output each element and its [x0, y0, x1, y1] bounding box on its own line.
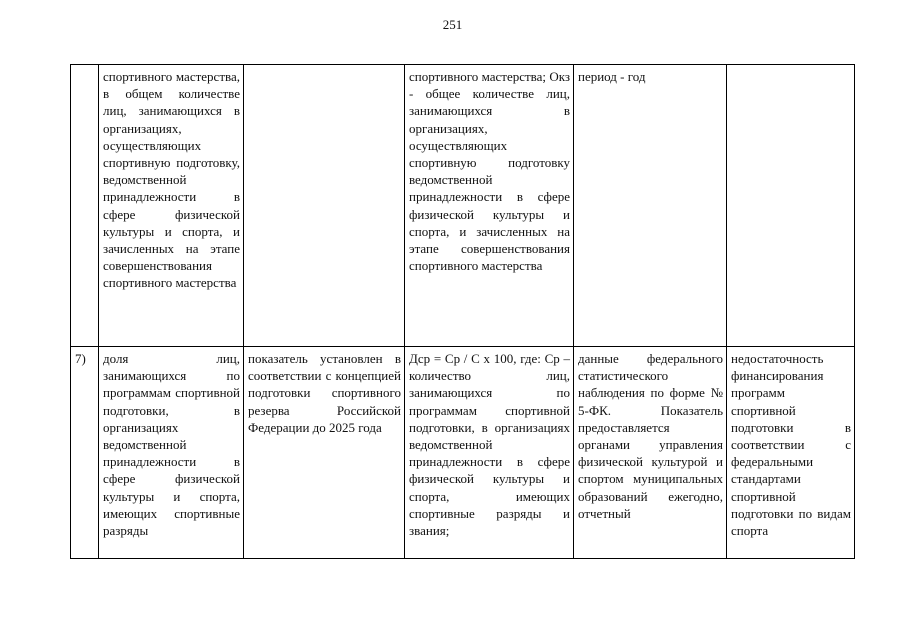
indicator-name-cell: спортивного мастерства, в общем количестве лиц, занимающихся в организациях, осуществляющих спортивную подготовку, ведомственной принадлежности в сфере физической культуры и спорта, и зачисленных на этапе совершенствования спортивного мастерства: [99, 65, 244, 347]
formula-cell: спортивного мастерства; Окз - общее количестве лиц, занимающихся в организациях, осуществляющих спортивную подготовку ведомственной принадлежности в сфере физической культуры и спорта, и зачисленных на этапе совершенствования спортивного мастерства: [405, 65, 574, 347]
indicators-table: [70, 64, 855, 559]
data-source-cell: данные федерального статистического наблюдения по форме № 5-ФК. Показатель предоставляется органами управления физической культурой и спортом муниципальных образований ежегодно, отчетный: [574, 347, 727, 559]
table-row: [71, 347, 855, 559]
formula-cell: Дср = Ср / С х 100, где: Ср – количество лиц, занимающихся по программам спортивной подготовки, в организациях ведомственной принадлежности в сфере физической культуры и спорта, имеющих спортивные разряды и звания;: [405, 347, 574, 559]
data-source-cell: период - год: [574, 65, 727, 347]
basis-cell: показатель установлен в соответствии с концепцией подготовки спортивного резерва Российской Федерации до 2025 года: [244, 347, 405, 559]
table-row: [71, 65, 855, 347]
page-number: 251: [442, 17, 463, 32]
row-number-cell: [71, 65, 99, 347]
row-number-cell: 7): [71, 347, 99, 559]
basis-cell: [244, 65, 405, 347]
indicator-name-cell: доля лиц, занимающихся по программам спортивной подготовки, в организациях ведомственной принадлежности в сфере физической культуры и спорта, имеющих спортивные разряды: [99, 347, 244, 559]
risks-cell: недостаточность финансирования программ спортивной подготовки в соответствии с федеральными стандартами спортивной подготовки по видам спорта: [727, 347, 855, 559]
risks-cell: [727, 65, 855, 347]
